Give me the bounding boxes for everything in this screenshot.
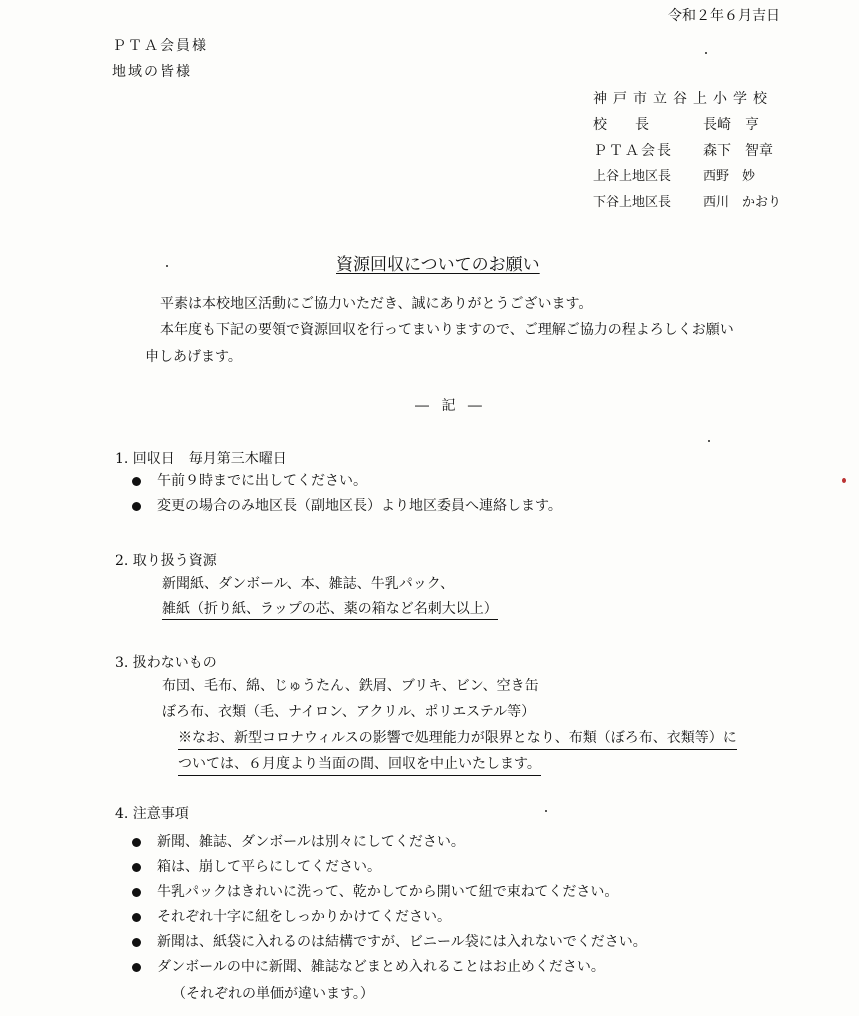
- bullet-icon: [132, 863, 141, 872]
- list-item: [130, 494, 562, 519]
- document-date: 令和２年６月吉日: [668, 8, 780, 24]
- recipients: [112, 38, 208, 90]
- sender-name: 森下 智章: [703, 142, 773, 159]
- list-item: [130, 930, 647, 955]
- scan-speck: [166, 265, 168, 267]
- intro-line: 本年度も下記の要領で資源回収を行ってまいりますので、ご理解ご協力の程よろしくお願い: [160, 322, 734, 338]
- intro-line: 平素は本校地区活動にご協力いただき、誠にありがとうございます。: [160, 296, 593, 312]
- notes-sub-line: （それぞれの単価が違います。）: [172, 986, 374, 1002]
- scan-speck: [842, 478, 846, 483]
- list-item: [130, 880, 647, 905]
- sender-shimo-district: [593, 190, 781, 216]
- recipient-community: 地域の皆様: [112, 64, 192, 80]
- sender-name: 西野 妙: [703, 169, 756, 184]
- sender-principal: [593, 112, 781, 138]
- covid-notice-line: ついては、６月度より当面の間、回収を中止いたします。: [178, 756, 541, 776]
- sender-role: 神戸市立谷上小学校: [593, 90, 773, 107]
- scan-speck: [708, 440, 710, 442]
- sender-role: 校 長: [593, 116, 649, 133]
- accepted-items-line: 新聞紙、ダンボール、本、雑誌、牛乳パック、: [162, 576, 455, 592]
- list-item-text: 牛乳パックはきれいに洗って、乾かしてから開いて紐で束ねてください。: [157, 884, 619, 900]
- scan-speck: [545, 810, 547, 812]
- sender-role: 下谷上地区長: [593, 195, 672, 210]
- bullet-icon: [132, 477, 141, 486]
- sender-role: ＰＴＡ会長: [593, 142, 673, 159]
- ki-heading: ― 記 ―: [415, 398, 486, 414]
- recipient-pta: ＰＴＡ会員様: [112, 38, 208, 54]
- accepted-items-line-underlined: 雑紙（折り紙、ラップの芯、薬の箱など名刺大以上）: [162, 601, 498, 620]
- list-item-text: それぞれ十字に紐をしっかりかけてください。: [157, 909, 451, 925]
- bullet-icon: [132, 963, 141, 972]
- list-item-text: 変更の場合のみ地区長（副地区長）より地区委員へ連絡します。: [157, 498, 562, 514]
- list-item: [130, 469, 562, 494]
- sender-kami-district: [593, 164, 781, 190]
- bullet-icon: [132, 502, 141, 511]
- sender-school: [593, 86, 781, 112]
- bullet-icon: [132, 938, 141, 947]
- intro-line: 申しあげます。: [145, 349, 242, 365]
- list-item-text: 箱は、崩して平らにしてください。: [157, 859, 381, 875]
- list-item: [130, 905, 647, 930]
- sender-pta-chair: [593, 138, 781, 164]
- section-heading-not-accepted: 3. 扱わないもの: [115, 655, 217, 671]
- section-4-bullets: [130, 830, 647, 980]
- section-1-bullets: [130, 469, 562, 519]
- not-accepted-items-line: ぼろ布、衣類（毛、ナイロン、アクリル、ポリエステル等）: [162, 704, 536, 720]
- sender-role: 上谷上地区長: [593, 169, 672, 184]
- covid-notice-line: ※なお、新型コロナウィルスの影響で処理能力が限界となり、布類（ぼろ布、衣類等）に: [178, 730, 737, 750]
- section-heading-notes: 4. 注意事項: [115, 806, 189, 822]
- list-item-text: 新聞、雑誌、ダンボールは別々にしてください。: [157, 834, 465, 850]
- page-title: 資源回収についてのお願い: [336, 255, 540, 275]
- bullet-icon: [132, 838, 141, 847]
- list-item: [130, 955, 647, 980]
- list-item-text: ダンボールの中に新聞、雑誌などまとめ入れることはお止めください。: [157, 959, 605, 975]
- senders: [593, 86, 781, 216]
- section-heading-collection-day: 1. 回収日 毎月第三木曜日: [115, 451, 287, 467]
- list-item: [130, 855, 647, 880]
- list-item: [130, 830, 647, 855]
- not-accepted-items-line: 布団、毛布、綿、じゅうたん、鉄屑、ブリキ、ビン、空き缶: [162, 678, 539, 694]
- scan-speck: [705, 52, 707, 54]
- sender-name: 西川 かおり: [703, 195, 782, 210]
- list-item-text: 午前９時までに出してください。: [157, 473, 367, 489]
- bullet-icon: [132, 888, 141, 897]
- sender-name: 長崎 亨: [703, 116, 759, 133]
- section-heading-accepted: 2. 取り扱う資源: [115, 553, 217, 569]
- bullet-icon: [132, 913, 141, 922]
- list-item-text: 新聞は、紙袋に入れるのは結構ですが、ビニール袋には入れないでください。: [157, 934, 647, 950]
